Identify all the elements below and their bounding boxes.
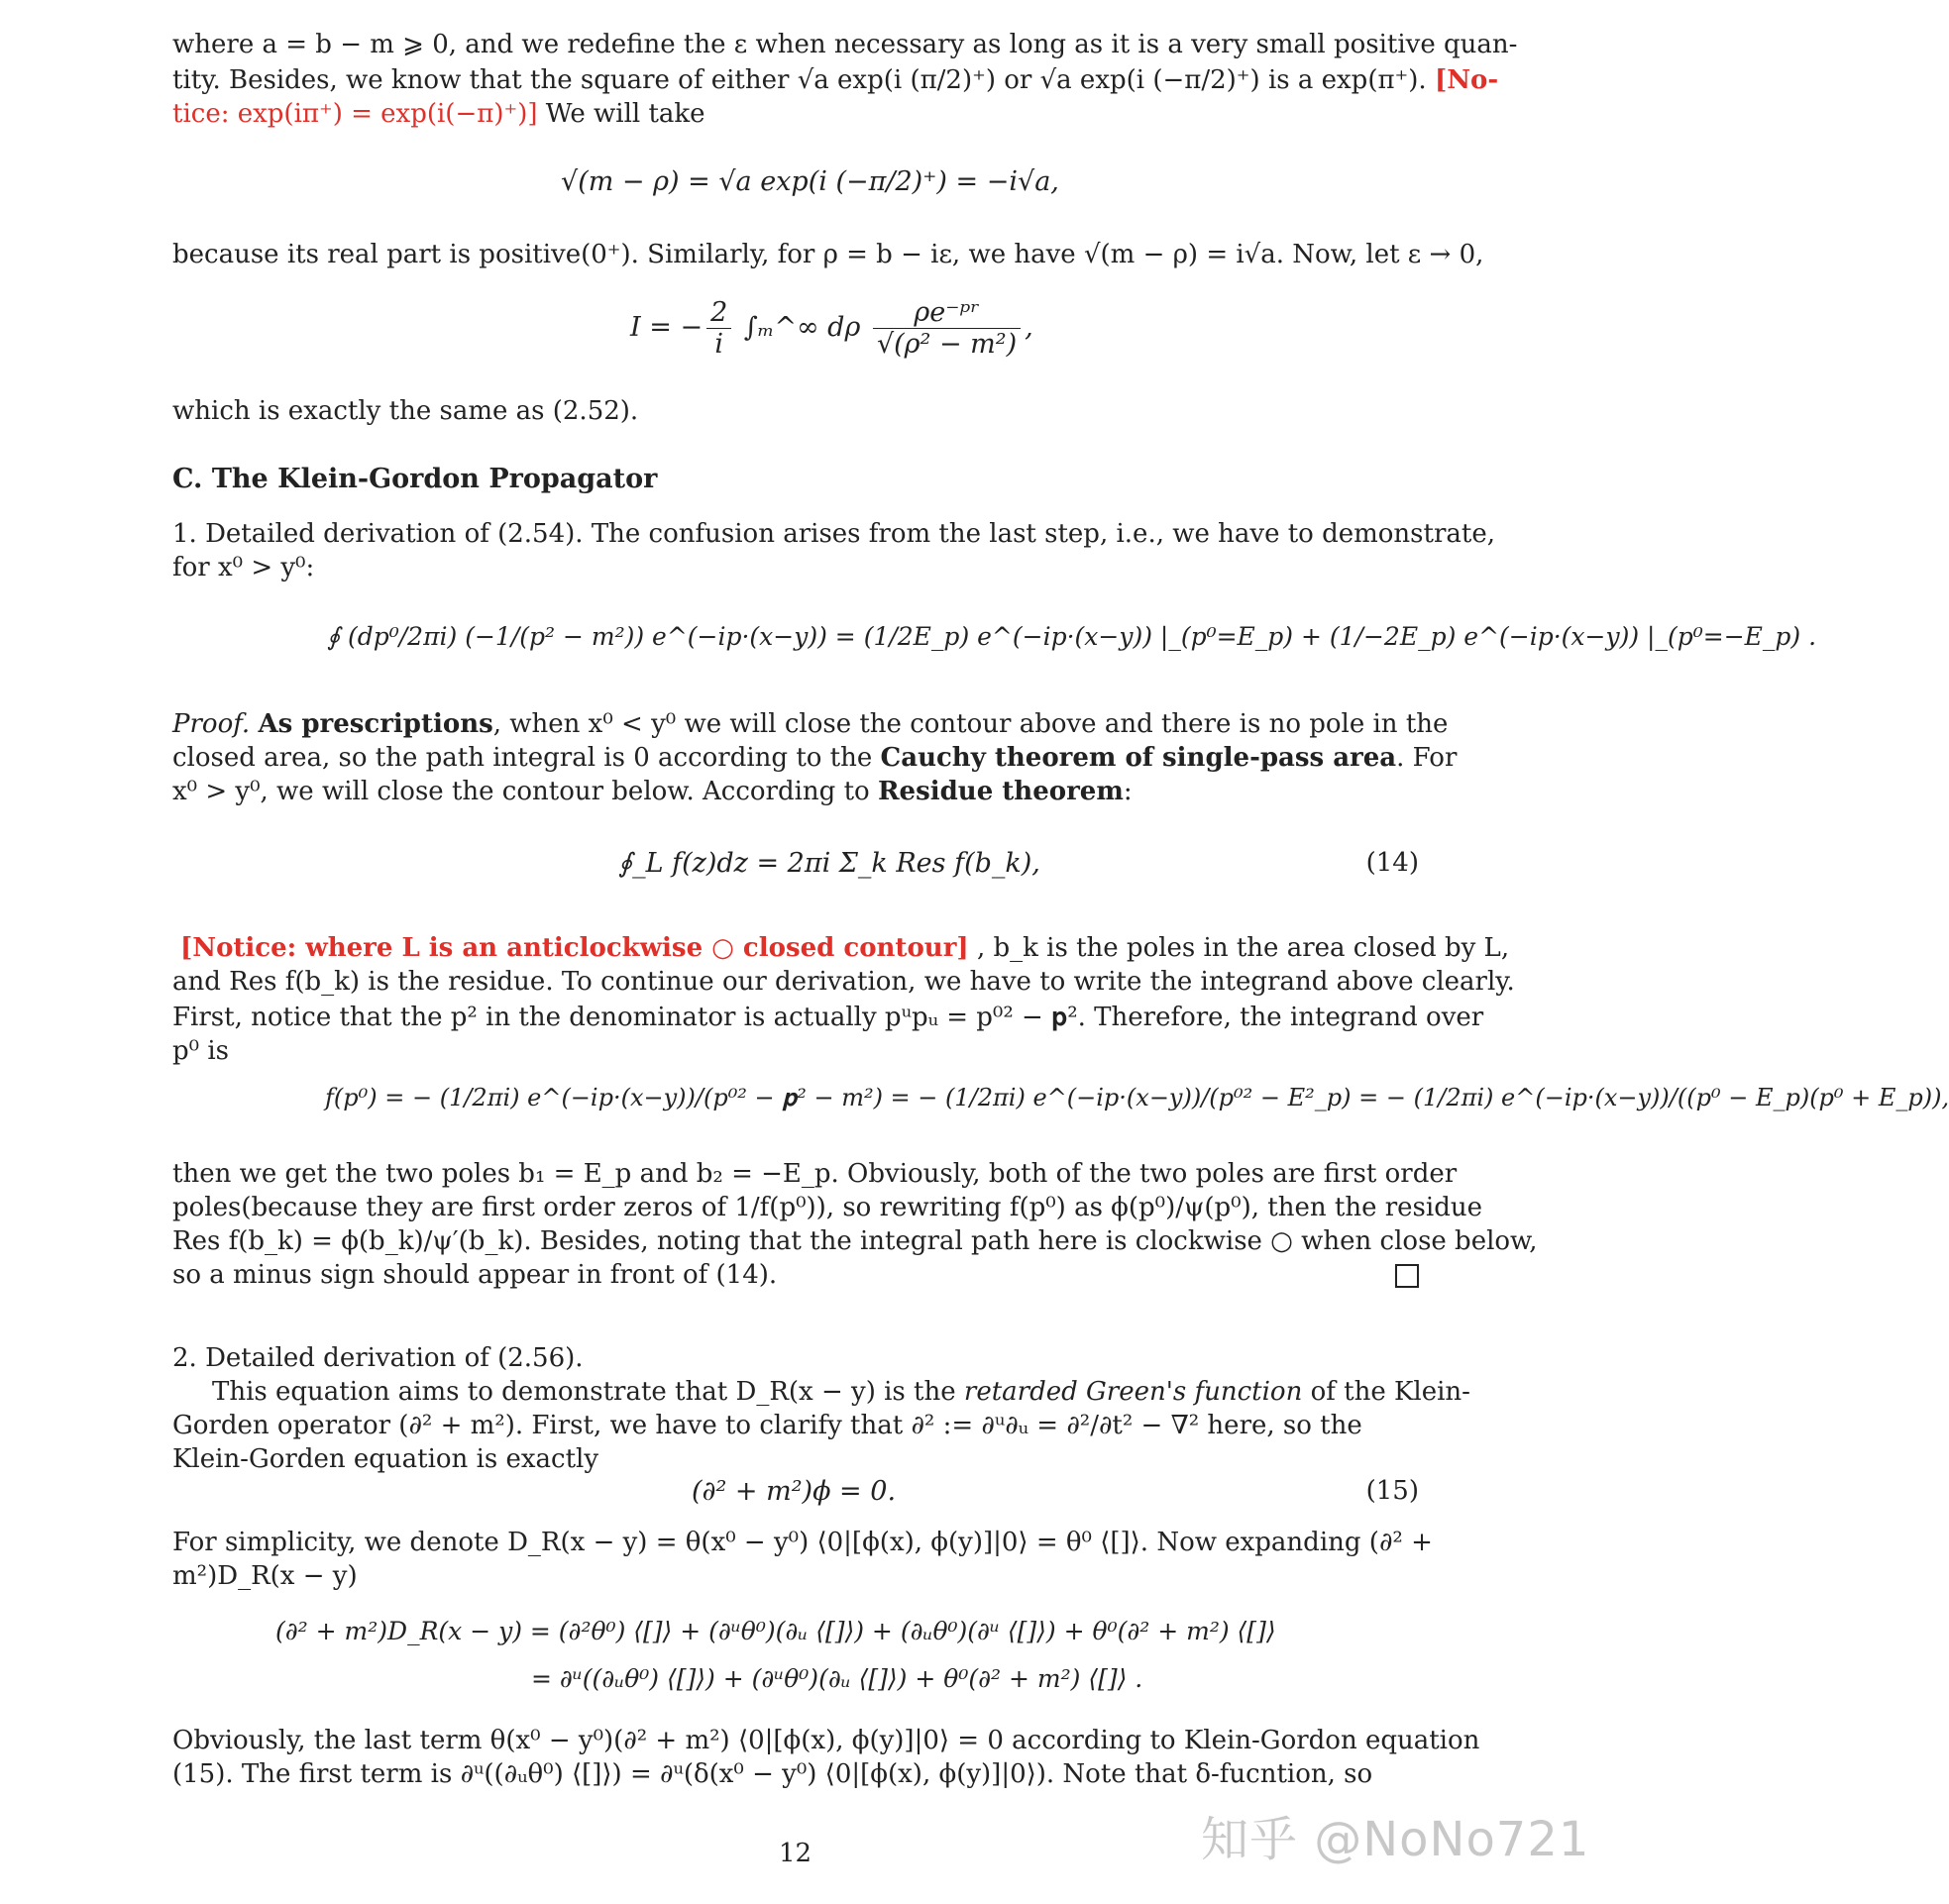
fraction-denominator: i xyxy=(714,329,723,360)
text-line: Res f(b_k) = ϕ(b_k)/ψ′(b_k). Besides, noting that the integral path here is clockwise ○ when close below, xyxy=(172,1226,1538,1256)
text-fragment: We will take xyxy=(545,99,705,129)
text-line: then we get the two poles b₁ = E_p and b₂ = −E_p. Obviously, both of the two poles are first order xyxy=(172,1159,1458,1189)
text-line: m²)D_R(x − y) xyxy=(172,1561,358,1591)
text-line: poles(because they are first order zeros of 1/f(p⁰)), so rewriting f(p⁰) as ϕ(p⁰)/ψ(p⁰), then the residue xyxy=(172,1193,1482,1222)
italic-term: retarded Green's function xyxy=(963,1377,1303,1407)
fraction xyxy=(706,297,731,360)
eq-part: ∫ₘ^∞ dρ xyxy=(743,312,861,343)
text-fragment: closed area, so the path integral is 0 according to the xyxy=(172,743,873,773)
text-line: Obviously, the last term θ(x⁰ − y⁰)(∂² + m²) ⟨0|[ϕ(x), ϕ(y)]|0⟩ = 0 according to Klein-Gordon equation xyxy=(172,1726,1480,1755)
fraction-denominator: √(ρ² − m²) xyxy=(876,329,1018,360)
text-fragment: . For xyxy=(1396,743,1458,773)
text-line xyxy=(172,707,1449,741)
bold-term: As prescriptions xyxy=(258,709,493,739)
text-line xyxy=(172,97,1419,131)
text-line: For simplicity, we denote D_R(x − y) = θ(x⁰ − y⁰) ⟨0|[ϕ(x), ϕ(y)]|0⟩ = θ⁰ ⟨[]⟩. Now expanding (∂² + xyxy=(172,1528,1433,1557)
text-line: where a = b − m ⩾ 0, and we redefine the ε when necessary as long as it is a very small positive quan- xyxy=(172,30,1518,59)
qed-box xyxy=(1395,1264,1419,1288)
bold-term: Cauchy theorem of single-pass area xyxy=(880,743,1397,773)
notice-fragment: tice: exp(iπ⁺) = exp(i(−π)⁺)] xyxy=(172,99,538,129)
notice-fragment: [No- xyxy=(1434,65,1499,95)
equation: = ∂ᵘ((∂ᵤθ⁰) ⟨[]⟩) + (∂ᵘθ⁰)(∂ᵤ ⟨[]⟩) + θ⁰(∂² + m²) ⟨[]⟩ . xyxy=(531,1664,1143,1693)
text-line: so a minus sign should appear in front of (14). xyxy=(172,1260,778,1290)
text-line xyxy=(212,1375,1470,1409)
equation-number: (15) xyxy=(1365,1476,1419,1506)
text-line: and Res f(b_k) is the residue. To continue our derivation, we have to write the integrand above clearly. xyxy=(172,967,1515,997)
text-line xyxy=(172,775,1419,808)
text-line: Klein-Gorden equation is exactly xyxy=(172,1444,599,1474)
text-line xyxy=(180,931,1510,965)
text-fragment: of the Klein- xyxy=(1310,1377,1470,1407)
watermark: 知乎 @NoNo721 xyxy=(1201,1812,1590,1867)
text-line xyxy=(172,63,1499,97)
eq-part: , xyxy=(1025,312,1033,343)
text-line: p⁰ is xyxy=(172,1036,229,1066)
text-fragment: tity. Besides, we know that the square of either √a exp(i (π/2)⁺) or √a exp(i (−π/2)⁺) is a exp(π⁺). xyxy=(172,65,1427,95)
equation: f(p⁰) = − (1/2πi) e^(−ip·(x−y))/(p⁰² − 𝐩² − m²) = − (1/2πi) e^(−ip·(x−y))/(p⁰² − E²_p) = − (1/2πi) e^(−ip·(x−y))/((p⁰ − E_p)(p⁰ + E_p)), xyxy=(325,1084,1949,1111)
equation: ∮_L f(z)dz = 2πi Σ_k Res f(b_k), xyxy=(618,848,1040,879)
fraction xyxy=(873,297,1021,360)
text-line: for x⁰ > y⁰: xyxy=(172,553,315,582)
text-line: First, notice that the p² in the denominator is actually pᵘpᵤ = p⁰² − 𝐩². Therefore, the integrand over xyxy=(172,1003,1484,1032)
equation: (∂² + m²)D_R(x − y) = (∂²θ⁰) ⟨[]⟩ + (∂ᵘθ⁰)(∂ᵤ ⟨[]⟩) + (∂ᵤθ⁰)(∂ᵘ ⟨[]⟩) + θ⁰(∂² + m²) ⟨[]⟩ xyxy=(275,1617,1276,1645)
text-line: (15). The first term is ∂ᵘ((∂ᵤθ⁰) ⟨[]⟩) = ∂ᵘ(δ(x⁰ − y⁰) ⟨0|[ϕ(x), ϕ(y)]|0⟩). Note that δ-fucntion, so xyxy=(172,1759,1373,1789)
bold-term: Residue theorem xyxy=(877,777,1124,806)
text-line xyxy=(172,741,1458,775)
equation-integral xyxy=(630,297,1033,360)
equation: √(m − ρ) = √a exp(i (−π/2)⁺) = −i√a, xyxy=(561,166,1059,197)
text-fragment: : xyxy=(1123,777,1133,806)
page-number: 12 xyxy=(779,1839,812,1868)
equation-number: (14) xyxy=(1365,848,1419,878)
text-fragment: , when x⁰ < y⁰ we will close the contour above and there is no pole in the xyxy=(492,709,1449,739)
text-line: Gorden operator (∂² + m²). First, we have to clarify that ∂² := ∂ᵘ∂ᵤ = ∂²/∂t² − ∇² here, so the xyxy=(172,1411,1362,1440)
eq-part: I = − xyxy=(630,312,704,343)
equation: ∮ (dp⁰/2πi) (−1/(p² − m²)) e^(−ip·(x−y)) = (1/2E_p) e^(−ip·(x−y)) |_(p⁰=E_p) + (1/−2E_p) e^(−ip·(x−y)) |_(p⁰=−E_p) . xyxy=(327,622,1817,651)
fraction-numerator: 2 xyxy=(706,297,731,329)
equation: (∂² + m²)ϕ = 0. xyxy=(692,1476,897,1507)
text-line: because its real part is positive(0⁺). Similarly, for ρ = b − iε, we have √(m − ρ) = i√a. Now, let ε → 0, xyxy=(172,240,1484,269)
text-fragment: This equation aims to demonstrate that D_R(x − y) is the xyxy=(212,1377,956,1407)
notice-fragment: [Notice: where L is an anticlockwise ○ closed contour] xyxy=(180,933,969,963)
text-line: 1. Detailed derivation of (2.54). The confusion arises from the last step, i.e., we have to demonstrate, xyxy=(172,519,1496,549)
section-heading: C. The Klein-Gordon Propagator xyxy=(172,464,658,494)
text-line: which is exactly the same as (2.52). xyxy=(172,396,639,426)
fraction-numerator: ρe⁻ᵖʳ xyxy=(873,297,1021,329)
text-fragment: , b_k is the poles in the area closed by L, xyxy=(976,933,1510,963)
proof-label: Proof. xyxy=(172,709,251,739)
text-line: 2. Detailed derivation of (2.56). xyxy=(172,1343,584,1373)
text-fragment: x⁰ > y⁰, we will close the contour below. According to xyxy=(172,777,870,806)
